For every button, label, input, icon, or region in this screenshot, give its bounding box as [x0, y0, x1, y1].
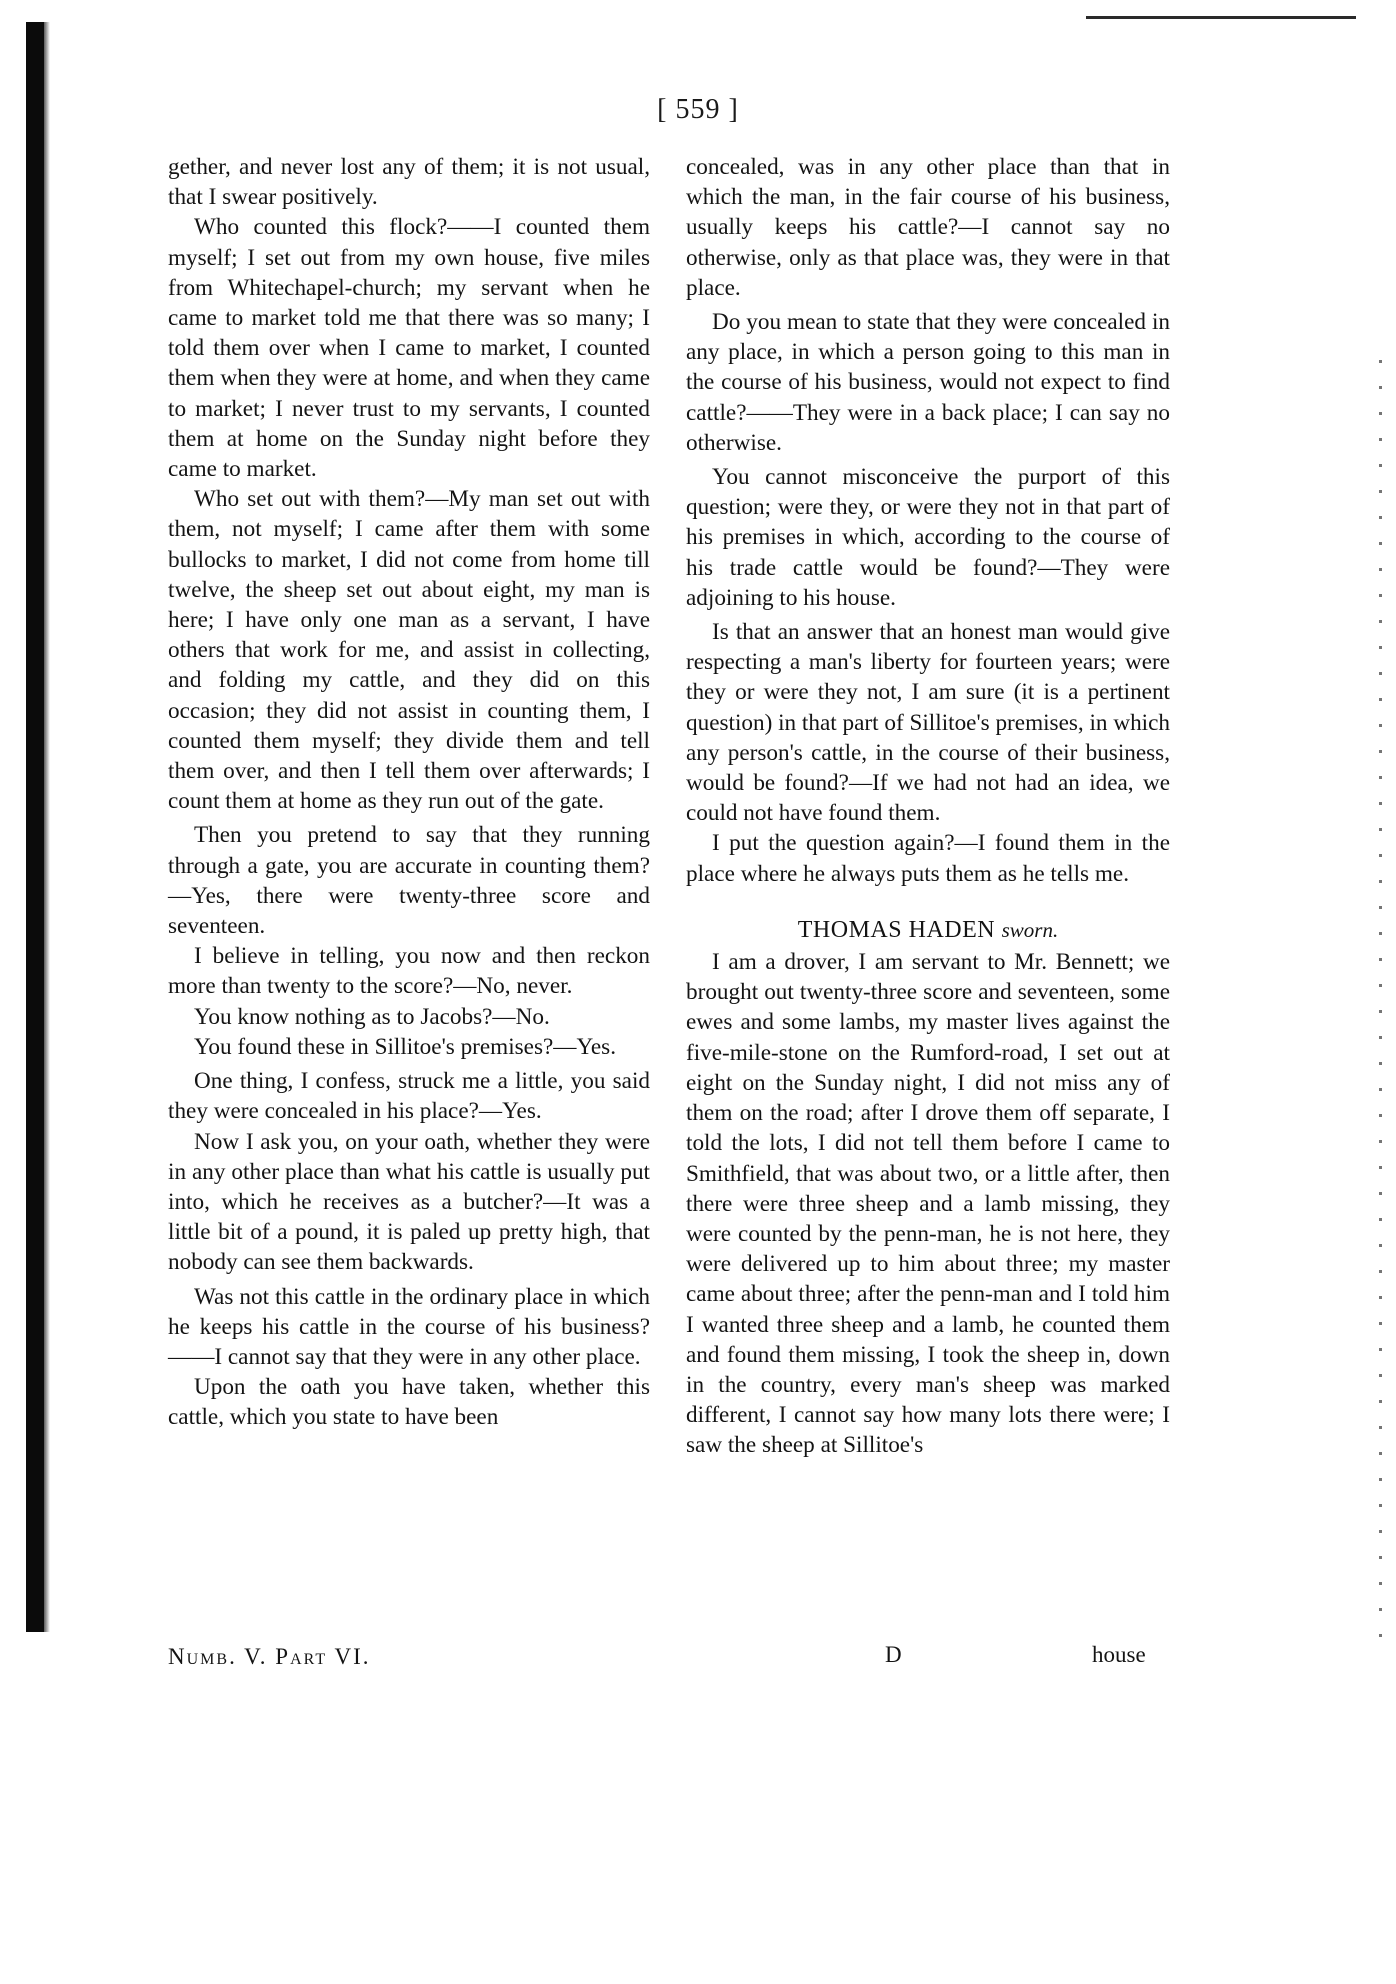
- right-column: [686, 152, 1170, 1461]
- signature-mark: D: [885, 1642, 902, 1667]
- left-paragraph-10: Was not this cattle in the ordinary place in which he keeps his cattle in the course of his business?——I cannot say that they were in any other place.: [168, 1283, 650, 1370]
- signature-line: Numb. V. Part VI.: [168, 1644, 371, 1669]
- witness-name: THOMAS HADEN: [797, 916, 996, 943]
- right-paragraph-1: concealed, was in any other place than that in which the man, in the fair course of his business, usually keeps his cattle?—I cannot say no otherwise, only as that place was, they were in that place.: [686, 154, 1170, 301]
- right-paragraph-2: Do you mean to state that they were concealed in any place, in which a person going to this man in the course of his business, would not expect to find cattle?——They were in a back place; I can say no otherwise.: [686, 309, 1170, 456]
- left-paragraph-4: Then you pretend to say that they running through a gate, you are accurate in counting them?—Yes, there were twenty-three score and seventeen.: [168, 822, 650, 940]
- gutter-shadow: [44, 22, 50, 1632]
- page-edge-speckle: [1379, 360, 1382, 1660]
- page-number: [ 559 ]: [657, 94, 739, 125]
- witness-heading: [686, 915, 1170, 945]
- witness-testimony: I am a drover, I am servant to Mr. Bennett; we brought out twenty-three score and seventeen, some ewes and some lambs, my master lives against the five-mile-stone on the Rumford-road, I set out at eight on the Sunday night, I did not miss any of them on the road; after I drove them off separate, I told the lots, I did not tell them before I came to Smithfield, that was about two, or a little after, then there were three sheep and a lamb missing, they were counted by the penn-man, he is not here, they were delivered up to him about three; my master came about three; after the penn-man and I told him I wanted three sheep and a lamb, he counted them and found them missing, I took the sheep in, down in the country, every man's sheep was marked different, I cannot say how many lots there were; I saw the sheep at Sillitoe's: [686, 949, 1170, 1459]
- left-paragraph-1: gether, and never lost any of them; it is not usual, that I swear positively.: [168, 154, 650, 211]
- right-paragraph-5: I put the question again?—I found them in the place where he always puts them as he tells me.: [686, 830, 1170, 887]
- catchword: house: [1092, 1642, 1146, 1667]
- left-paragraph-8: One thing, I confess, struck me a little, you said they were concealed in his place?—Yes.: [168, 1068, 650, 1125]
- right-paragraph-3: You cannot misconceive the purport of this question; were they, or were they not in that part of his premises in which, according to the course of his trade cattle would be found?—They were adjoining to his house.: [686, 464, 1170, 611]
- left-paragraph-7: You found these in Sillitoe's premises?—Yes.: [194, 1033, 617, 1060]
- top-edge-mark: [1086, 16, 1356, 19]
- left-paragraph-5: I believe in telling, you now and then reckon more than twenty to the score?—No, never.: [168, 943, 650, 1000]
- left-column: [168, 152, 650, 1433]
- book-spine-gutter: [26, 22, 44, 1632]
- left-paragraph-11: Upon the oath you have taken, whether this cattle, which you state to have been: [168, 1374, 650, 1431]
- right-paragraph-4: Is that an answer that an honest man would give respecting a man's liberty for fourteen years; were they or were they not, I am sure (it is a pertinent question) in that part of Sillitoe's premises, in which any person's cattle, in the course of their business, would be found?—If we had not had an idea, we could not have found them.: [686, 619, 1170, 827]
- left-paragraph-6: You know nothing as to Jacobs?—No.: [194, 1003, 550, 1030]
- left-paragraph-2: Who counted this flock?——I counted them myself; I set out from my own house, five miles from Whitechapel-church; my servant when he came to market told me that there was so many; I told them over when I came to market, I counted them when they were at home, and when they came to market; I never trust to my servants, I counted them at home on the Sunday night before they came to market.: [168, 214, 650, 483]
- witness-sworn: sworn.: [1001, 917, 1059, 942]
- left-paragraph-9: Now I ask you, on your oath, whether they were in any other place than what his cattle is usually put into, which he receives as a butcher?—It was a little bit of a pound, it is paled up pretty high, that nobody can see them backwards.: [168, 1128, 650, 1276]
- left-paragraph-3: Who set out with them?—My man set out with them, not myself; I came after them with some bullocks to market, I did not come from home till twelve, the sheep set out about eight, my man is here; I have only one man as a servant, I have others that work for me, and assist in collecting, and folding my cattle, and they did on this occasion; they did not assist in counting them, I counted them myself; they divide them and tell them over, and then I tell them over afterwards; I count them at home as they run out of the gate.: [168, 486, 650, 815]
